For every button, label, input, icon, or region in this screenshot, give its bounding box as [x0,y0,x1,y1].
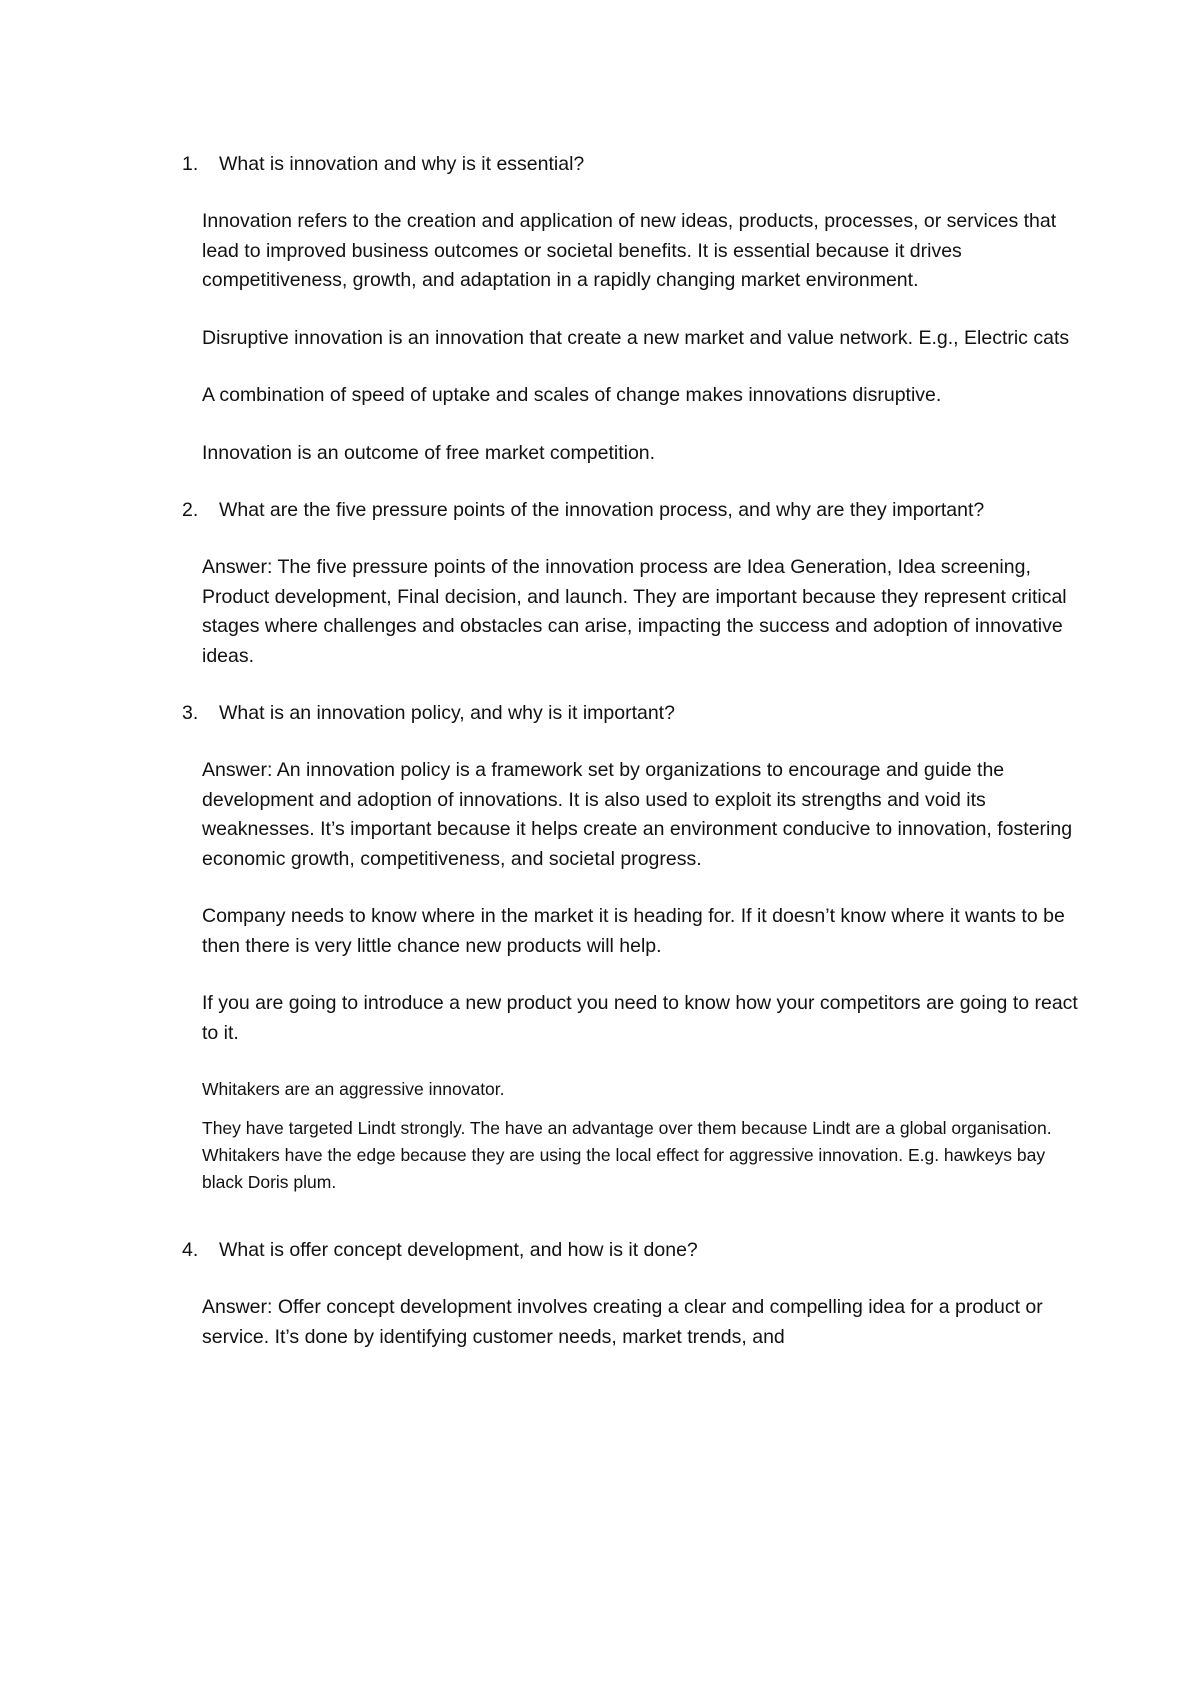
question-2 [182,496,1082,525]
document-content [182,150,1082,1352]
question-number: 2. [182,499,199,521]
note-paragraph: Company needs to know where in the market it is heading for. If it doesn’t know where it wants to be then there is very little chance new products will help. [202,905,1065,957]
question-text: What is an innovation policy, and why is it important? [219,702,675,724]
question-3 [182,699,1082,728]
note-paragraph: Whitakers are an aggressive innovator. [202,1079,505,1099]
answer-paragraph: Answer: The five pressure points of the innovation process are Idea Generation, Idea screening, Product development, Final decision, and launch. They are important because they represent critical stages where challenges and obstacles can arise, impacting the success and adoption of innovative ideas. [202,556,1067,667]
answer-paragraph: Answer: An innovation policy is a framework set by organizations to encourage and guide the development and adoption of innovations. It is also used to exploit its strengths and void its weaknesses. It’s important because it helps create an environment conducive to innovation, fostering economic growth, competitiveness, and societal progress. [202,759,1073,870]
note-paragraph: A combination of speed of uptake and scales of change makes innovations disruptive. [202,384,942,406]
question-1 [182,150,1082,179]
question-number: 1. [182,153,199,175]
question-number: 4. [182,1239,199,1261]
question-text: What is innovation and why is it essential? [219,153,585,175]
question-number: 3. [182,702,199,724]
note-paragraph: Disruptive innovation is an innovation that create a new market and value network. E.g., Electric cats [202,326,1070,349]
question-4 [182,1236,1082,1265]
answer-paragraph: Innovation refers to the creation and application of new ideas, products, processes, or services that lead to improved business outcomes or societal benefits. It is essential because it drives competitiveness, growth, and adaptation in a rapidly changing market environment. [202,210,1057,291]
question-text: What is offer concept development, and how is it done? [219,1239,698,1261]
question-text: What are the five pressure points of the innovation process, and why are they important? [219,499,985,521]
note-paragraph: If you are going to introduce a new product you need to know how your competitors are going to react to it. [202,992,1078,1044]
note-paragraph: Innovation is an outcome of free market competition. [202,441,656,464]
answer-paragraph: Answer: Offer concept development involves creating a clear and compelling idea for a product or service. It’s done by identifying customer needs, market trends, and [202,1296,1043,1348]
note-paragraph: They have targeted Lindt strongly. The have an advantage over them because Lindt are a global organisation. Whitakers have the edge because they are using the local effect for aggressive innovation. E.g. hawkeys bay black Doris plum. [202,1118,1052,1192]
